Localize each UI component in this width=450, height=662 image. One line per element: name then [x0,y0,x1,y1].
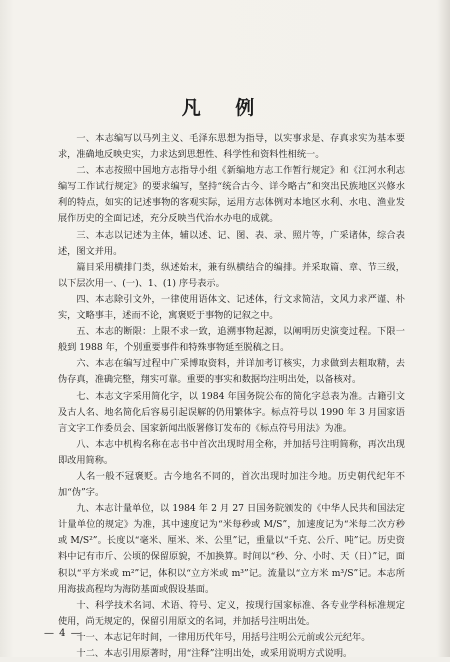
paragraph: 九、本志计量单位，以 1984 年 2 月 27 日国务院颁发的《中华人民共和国法定计量单位的规定》为准，其中速度记为“米每秒或 M/S”，加速度记为“米每二次方秒或 M/S²”。长度以“毫米、厘米、米、公里”记，重量以“千克、公斤、吨”记。历史资料中记有市斤、公顷的保留原貌，不加换算。时间以“秒、分、小时、天（日）”记，面积以“平方米或 m²”记，体积以“立方米或 m³”记。流量以“立方米 m³/S”记。本志所用海拔高程均为海防基面或假设基面。 [58,503,405,595]
paragraph: 六、本志在编写过程中广采博取资料，并详加考订核实，力求做到去粗取精，去伪存真，准确完整，翔实可靠。重要的事实和数据均注明出处，以备核对。 [58,358,405,386]
page-edge-shadow [438,0,450,657]
paragraph: 一、本志编写以马列主义、毛泽东思想为指导，以实事求是、存真求实为基本要求，准确地反映史实，力求达到思想性、科学性和资料性相统一。 [58,133,405,161]
paragraph: 篇目采用横排门类，纵述始末，兼有纵横结合的编排。并采取篇、章、节三级，以下层次用一、(一)、1、(1) 序号表示。 [58,261,405,289]
paragraph: 七、本志文字采用简化字，以 1984 年国务院公布的简化字总表为准。古籍引文及古人名、地名简化后容易引起误解的仍用繁体字。标点符号以 1990 年 3 月国家语言文字工作委员会、国家新闻出版署修订发布的《标点符号用法》为准。 [58,390,405,434]
page-title: 凡 例 [181,97,269,119]
page-number: — 4 — [44,628,82,639]
paragraph: 十、科学技术名词、术语、符号、定义，按现行国家标准、各专业学科标准规定使用，尚无规定的，保留引用原文的名词，并加括号注明出处。 [58,599,405,627]
paragraph: 人名一般不冠褒贬。古今地名不同的，首次出现时加注今地。历史朝代纪年不加“伪”字。 [58,470,405,499]
paragraph: 八、本志中机构名称在志书中首次出现时用全称，并加括号注明简称，再次出现即改用简称。 [58,438,405,466]
paragraph: 十一、本志记年时间，一律用历代年号，用括号注明公元前或公元纪年。 [76,631,371,643]
paragraph: 四、本志除引文外，一律使用语体文、记述体，行文求简洁，文风力求严谨、朴实，文略事丰，述而不论，寓褒贬于事物的记叙之中。 [58,293,405,322]
paragraph: 五、本志的断限：上限不求一致，追溯事物起源，以阐明历史演变过程。下限一般到 1988 年，个别重要事件和特殊事物延至脱稿之日。 [58,326,405,354]
paragraph: 二、本志按照中国地方志指导小组《新编地方志工作暂行规定》和《江河水利志编写工作试行规定》的要求编写，坚持“统合古今、详今略古”和突出民族地区兴修水利的特点，如实的记述事物的客观实际，运用方志体例对本地区水利、水电、渔业发展作历史的全面记述，充分反映当代治水办电的成就。 [58,165,405,225]
body-text [58,131,405,662]
paragraph: 十二、本志引用原著时，用“注释”注明出处，或采用说明方式说明。 [76,648,353,659]
paragraph: 三、本志以记述为主体，辅以述、记、图、表、录、照片等，广采诸体，综合表述，图文并用。 [58,229,405,257]
